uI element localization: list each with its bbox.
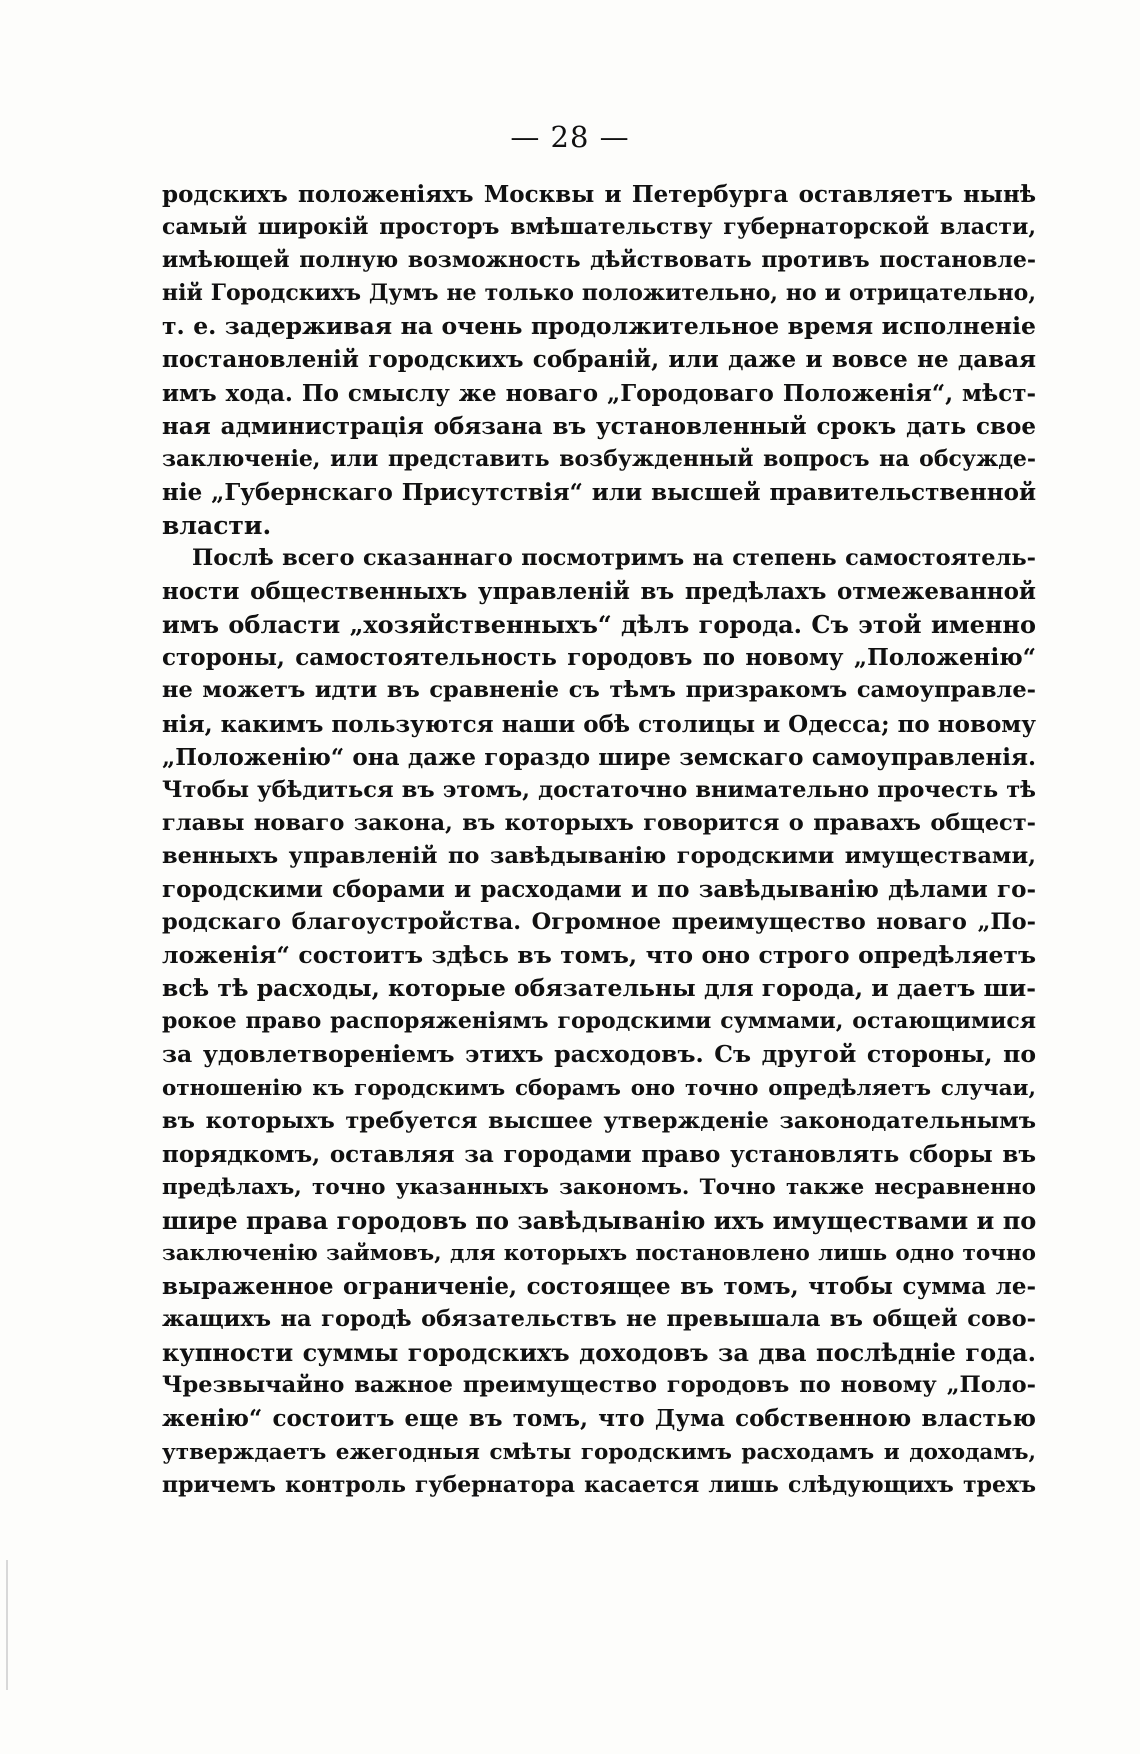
body-text [162, 178, 1036, 1502]
text-line: венныхъ управленій по завѣдыванію городскими имуществами, [162, 842, 1036, 869]
text-line: городскими сборами и расходами и по завѣдыванію дѣлами го- [162, 875, 1036, 903]
text-line: ная администрація обязана въ установленный срокъ дать свое [162, 412, 1036, 440]
text-line: заключенію займовъ, для которыхъ постановлено лишь одно точно [162, 1241, 1036, 1266]
text-line: самый широкій просторъ вмѣшательству губернаторской власти, [162, 214, 1036, 241]
text-line: т. е. задерживая на очень продолжительное время исполненіе [162, 312, 1036, 341]
text-line: ній Городскихъ Думъ не только положительно, но и отрицательно, [162, 280, 1036, 307]
text-line: женію“ состоитъ еще въ томъ, что Дума собственною властью [162, 1405, 1036, 1433]
text-line: отношенію къ городскимъ сборамъ оно точно опредѣляетъ случаи, [162, 1075, 1036, 1101]
text-line: стороны, самостоятельность городовъ по новому „Положенію“ [162, 644, 1036, 672]
text-line: главы новаго закона, въ которыхъ говорится о правахъ общест- [162, 809, 1036, 836]
text-line: Послѣ всего сказаннаго посмотримъ на степень самостоятель- [192, 545, 1036, 572]
text-line: Чтобы убѣдиться въ этомъ, достаточно внимательно прочесть тѣ [162, 776, 1036, 803]
page-number: — 28 — [510, 120, 630, 154]
text-line: выраженное ограниченіе, состоящее въ томъ, чтобы сумма ле- [162, 1273, 1036, 1301]
text-line: въ которыхъ требуется высшее утвержденіе законодательнымъ [162, 1107, 1036, 1134]
text-line: шире права городовъ по завѣдыванію ихъ имуществами и по [162, 1205, 1036, 1235]
text-line: заключеніе, или представить возбужденный вопросъ на обсужде- [162, 445, 1036, 472]
paragraph-1 [162, 178, 1036, 542]
text-line: нія, какимъ пользуются наши обѣ столицы и Одесса; по новому [162, 710, 1036, 738]
text-line: постановленій городскихъ собраній, или даже и вовсе не давая [162, 346, 1036, 374]
text-line: утверждаетъ ежегодныя смѣты городскимъ расходамъ и доходамъ, [162, 1439, 1036, 1465]
text-line: Чрезвычайно важное преимущество городовъ по новому „Поло- [162, 1372, 1036, 1399]
text-line: всѣ тѣ расходы, которые обязательны для города, и даетъ ши- [162, 974, 1036, 1003]
text-line: причемъ контроль губернатора касается лишь слѣдующихъ трехъ [162, 1471, 1036, 1498]
text-line: имъ хода. По смыслу же новаго „Городоваго Положенія“, мѣст- [162, 379, 1036, 407]
text-line: ности общественныхъ управленій въ предѣлахъ отмежеванной [162, 578, 1036, 606]
text-line: имѣющей полную возможность дѣйствовать противъ постановле- [162, 247, 1036, 274]
paragraph-2 [162, 542, 1036, 1502]
text-line: родскихъ положеніяхъ Москвы и Петербурга оставляетъ нынѣ [162, 181, 1036, 208]
text-line: имъ области „хозяйственныхъ“ дѣлъ города. Съ этой именно [162, 610, 1036, 640]
text-line: жащихъ на городѣ обязательствъ не превышала въ общей сово- [162, 1306, 1036, 1333]
text-line: родскаго благоустройства. Огромное преимущество новаго „По- [162, 909, 1036, 936]
text-line: власти. [162, 510, 272, 540]
text-line: предѣлахъ, точно указанныхъ закономъ. Точно также несравненно [162, 1174, 1036, 1200]
text-line: за удовлетвореніемъ этихъ расходовъ. Съ другой стороны, по [162, 1040, 1036, 1069]
text-line: ніе „Губернскаго Присутствія“ или высшей правительственной [162, 478, 1036, 506]
scan-edge-mark [6, 1560, 8, 1690]
text-line: не можетъ идти въ сравненіе съ тѣмъ призракомъ самоуправле- [162, 677, 1036, 704]
text-line: ложенія“ состоитъ здѣсь въ томъ, что оно строго опредѣляетъ [162, 941, 1036, 970]
text-line: рокое право распоряженіямъ городскими суммами, остающимися [162, 1008, 1036, 1035]
text-line: порядкомъ, оставляя за городами право установлять сборы въ [162, 1140, 1036, 1168]
text-line: „Положенію“ она даже гораздо шире земскаго самоуправленія. [162, 743, 1036, 771]
text-line: купности суммы городскихъ доходовъ за два послѣдніе года. [162, 1338, 1036, 1368]
